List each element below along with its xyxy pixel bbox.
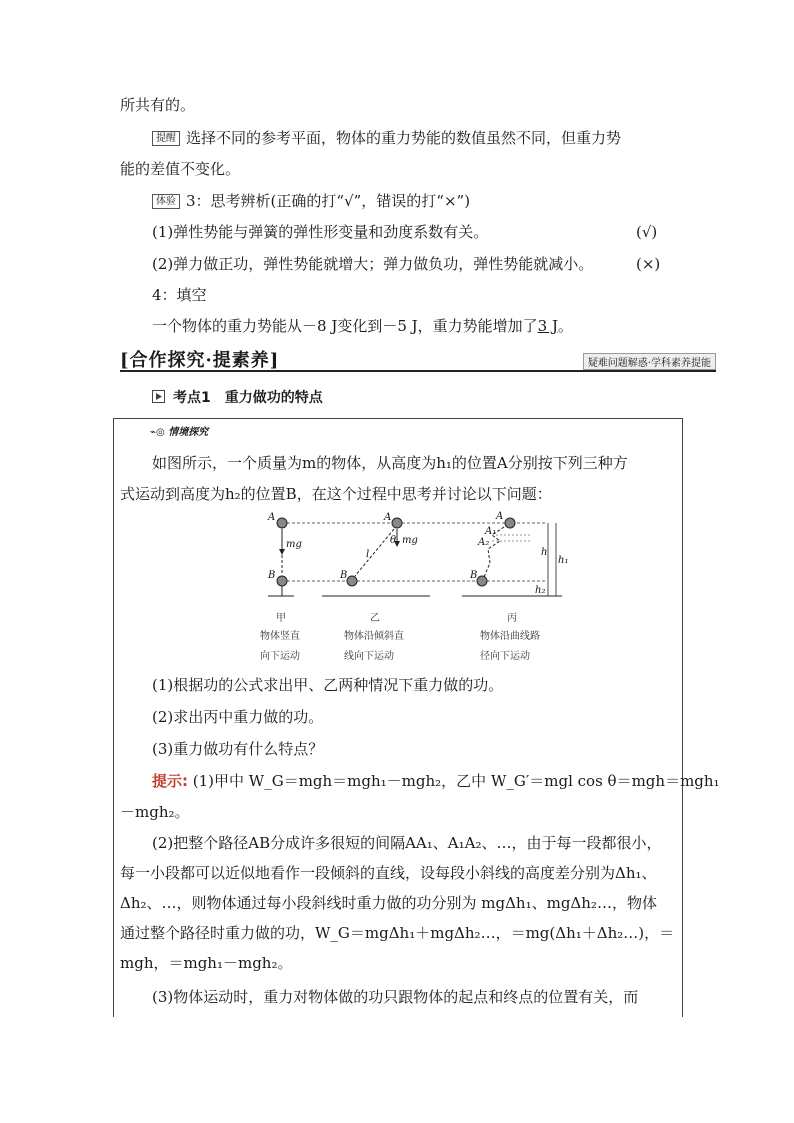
play-icon — [152, 390, 165, 403]
answer-2-line-4: 通过整个路径时重力做的功，W_G＝mgΔh₁＋mgΔh₂…，＝mg(Δh₁＋Δh₂…)，＝ — [120, 924, 675, 942]
label-B-bing: B — [470, 570, 478, 581]
label-h2: h₂ — [535, 585, 546, 596]
tip-line-2: 能的差值不变化。 — [120, 160, 241, 178]
label-A-yi: A — [384, 512, 392, 523]
answer-1-line-2: －mgh₂。 — [120, 803, 190, 821]
case-jia-name: 甲 — [276, 613, 286, 624]
practice-q3-2-mark: (×) — [636, 255, 661, 273]
hint-label: 提示: — [152, 772, 188, 790]
section-tagline: 疑难问题解惑·学科素养提能 — [583, 353, 716, 370]
question-3: (3)重力做功有什么特点？ — [152, 740, 324, 758]
case-yi-cap2: 线向下运动 — [344, 651, 394, 662]
label-mg-jia: mg — [286, 539, 302, 550]
case-jia-cap2: 向下运动 — [260, 651, 300, 662]
answer-2-line-2: 每一小段都可以近似地看作一段倾斜的直线，设每段小斜线的高度差分别为Δh₁、 — [120, 864, 657, 882]
section-title: [合作探究·提素养] — [120, 350, 280, 371]
inquiry-intro-1: 如图所示，一个质量为m的物体，从高度为h₁的位置A分别按下列三种方 — [152, 454, 628, 472]
intro-tail: 所共有的。 — [120, 96, 196, 114]
answer-2-line-3: Δh₂、…，则物体通过每小段斜线时重力做的功分别为 mgΔh₁、mgΔh₂…，物体 — [120, 894, 657, 912]
label-l: l — [366, 549, 370, 560]
gravity-work-diagram — [252, 505, 572, 670]
answer-2-line-5: mgh，＝mgh₁－mgh₂。 — [120, 954, 293, 972]
tip-line-1: 提醒 选择不同的参考平面，物体的重力势能的数值虽然不同，但重力势 — [152, 127, 621, 149]
question-2: (2)求出丙中重力做的功。 — [152, 708, 324, 726]
case-bing-name: 丙 — [507, 613, 517, 624]
section-rule — [120, 370, 716, 372]
label-B-jia: B — [268, 570, 276, 581]
practice-q3-1-mark: (√) — [636, 223, 658, 241]
question-1: (1)根据功的公式求出甲、乙两种情况下重力做的功。 — [152, 676, 504, 694]
answer-3-line-1: (3)物体运动时，重力对物体做的功只跟物体的起点和终点的位置有关，而 — [152, 988, 639, 1006]
label-B-yi: B — [340, 570, 348, 581]
label-h1: h₁ — [558, 555, 569, 566]
label-h: h — [541, 547, 548, 558]
label-theta: θ — [390, 535, 397, 546]
practice-q4-text: 一个物体的重力势能从－8 J变化到－5 J，重力势能增加了3 J。 — [152, 317, 573, 335]
case-yi — [322, 512, 430, 662]
label-mg-yi: mg — [402, 535, 418, 546]
case-bing-cap1: 物体沿曲线路 — [480, 631, 540, 642]
answer-2-line-1: (2)把整个路径AB分成许多很短的间隔AA₁、A₁A₂、…，由于每一段都很小， — [152, 834, 662, 852]
answer-1-line-1: 提示: (1)甲中 W_G＝mgh＝mgh₁－mgh₂，乙中 W_G′＝mgl cos θ＝mgh＝mgh₁ — [152, 772, 720, 790]
practice-q3-2: (2)弹力做正功，弹性势能就增大；弹力做负功，弹性势能就减小。 — [152, 255, 594, 273]
practice-q4-title: 4：填空 — [152, 286, 207, 304]
topic-heading: 考点1 重力做功的特点 — [152, 387, 323, 409]
case-bing — [462, 511, 568, 662]
scene-icon: ⌁◎ — [150, 427, 169, 438]
practice-q3-1: (1)弹性势能与弹簧的弹性形变量和劲度系数有关。 — [152, 223, 489, 241]
label-A2: A₂ — [478, 537, 490, 548]
inquiry-intro-2: 式运动到高度为h₂的位置B，在这个过程中思考并讨论以下问题： — [120, 485, 552, 503]
label-A1: A₁ — [485, 526, 497, 537]
tip-tag: 提醒 — [152, 131, 180, 146]
label-A-jia: A — [268, 512, 276, 523]
practice-q3-title: 体验 3：思考辨析(正确的打“√”，错误的打“×”) — [152, 190, 470, 212]
fill-answer: 3 J — [537, 317, 558, 335]
case-yi-name: 乙 — [370, 613, 380, 624]
case-bing-cap2: 径向下运动 — [480, 651, 530, 662]
inquiry-tag: ⌁◎ 情境探究 — [150, 427, 209, 438]
label-A-bing: A — [496, 511, 504, 522]
practice-tag: 体验 — [152, 194, 180, 209]
case-yi-cap1: 物体沿倾斜直 — [344, 631, 404, 642]
case-jia-cap1: 物体竖直 — [260, 631, 300, 642]
section-header — [120, 346, 716, 372]
